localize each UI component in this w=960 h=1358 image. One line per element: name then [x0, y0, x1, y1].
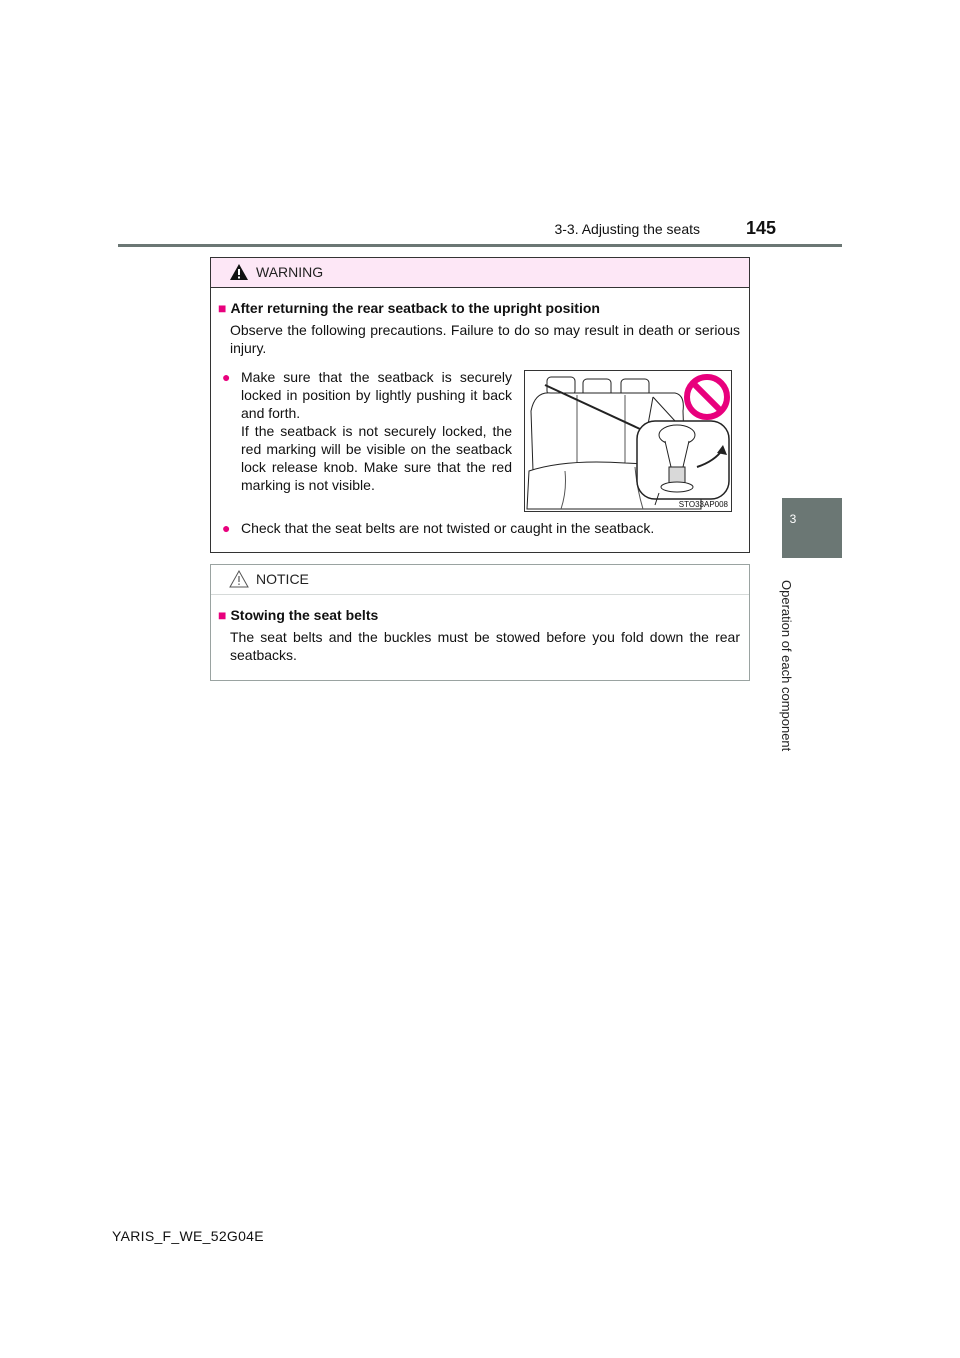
warning-header: [211, 258, 749, 288]
notice-heading: ■ Stowing the seat belts: [218, 607, 379, 623]
warning-intro: Observe the following precautions. Failure to do so may result in death or serious injury.: [230, 322, 740, 356]
chapter-tab: [782, 498, 842, 558]
rear-seat-lock-image: [525, 371, 731, 511]
square-bullet-icon: ■: [218, 607, 227, 623]
notice-header: [211, 565, 749, 595]
illustration-code: STO33AP008: [678, 500, 728, 509]
warning-bullet-2: ● Check that the seat belts are not twisted or caught in the seatback.: [222, 520, 655, 536]
square-bullet-icon: ■: [218, 300, 227, 316]
bullet-dot-icon: ●: [222, 369, 231, 385]
section-title: 3-3. Adjusting the seats: [554, 221, 700, 237]
warning-bullet-1: ● Make sure that the seatback is securely locked in position by lightly pushing it back and forth. If the seatback is not securely locked, the red marking will be visible on the seatback lock release knob. Make sure that the red marking is not visible.: [222, 369, 512, 493]
chapter-label-text: Operation of each component: [779, 580, 794, 752]
bullet-dot-icon: ●: [222, 520, 231, 536]
notice-title: NOTICE: [256, 571, 309, 587]
seatback-illustration: [524, 370, 732, 512]
notice-box: [210, 564, 750, 681]
chapter-number: 3: [789, 512, 797, 526]
caution-triangle-icon: [229, 570, 249, 588]
warning-box: [210, 257, 750, 553]
notice-text: The seat belts and the buckles must be stowed before you fold down the rear seatbacks.: [230, 629, 740, 663]
chapter-label: [760, 580, 820, 770]
warning-triangle-icon: [229, 263, 249, 281]
page-number: 145: [745, 218, 776, 238]
warning-title: WARNING: [256, 264, 324, 280]
warning-heading: ■ After returning the rear seatback to the upright position: [218, 300, 600, 316]
document-code: YARIS_F_WE_52G04E: [112, 1228, 264, 1244]
header-divider: [118, 244, 842, 247]
